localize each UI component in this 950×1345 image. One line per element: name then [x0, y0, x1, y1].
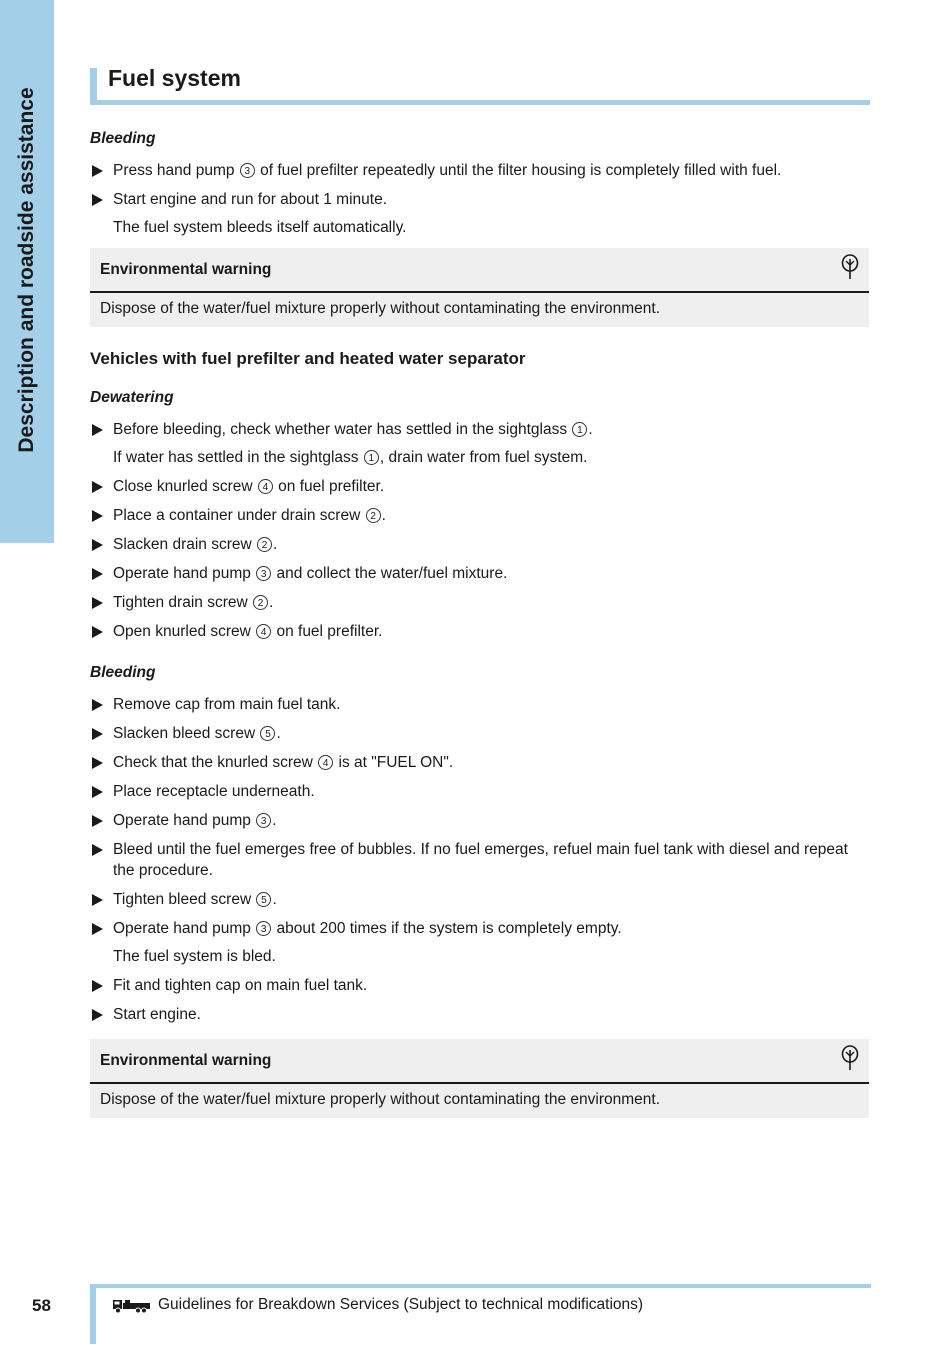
callout-number: 2 [253, 595, 268, 610]
step-text: Operate hand pump [113, 812, 256, 829]
list-item [90, 723, 870, 744]
step-text: . [272, 891, 277, 908]
step-text: Slacken drain screw [113, 536, 257, 553]
truck-icon [112, 1296, 152, 1319]
step-text: Press hand pump [113, 162, 239, 179]
callout-number: 4 [258, 479, 273, 494]
callout-number: 4 [318, 755, 333, 770]
callout-number: 3 [256, 566, 271, 581]
warning-label: Environmental warning [100, 1052, 272, 1069]
bullet-triangle-icon [92, 510, 103, 522]
list-item [90, 810, 870, 831]
step-text: Start engine. [113, 1006, 201, 1023]
list-item [90, 160, 870, 181]
bullet-triangle-icon [92, 815, 103, 827]
page-title: Fuel system [108, 65, 241, 91]
step-text: Check that the knurled screw [113, 754, 318, 771]
bullet-triangle-icon [92, 894, 103, 906]
step-text: and collect the water/fuel mixture. [272, 565, 508, 582]
bullet-triangle-icon [92, 1009, 103, 1021]
result-text: , drain water from fuel system. [379, 449, 588, 466]
page-title-block [90, 65, 870, 105]
step-text: about 200 times if the system is completely empty. [272, 920, 622, 937]
bullet-triangle-icon [92, 424, 103, 436]
step-text: Close knurled screw [113, 478, 257, 495]
step-text: . [276, 725, 281, 742]
bullet-triangle-icon [92, 923, 103, 935]
bleeding-heading: Bleeding [90, 130, 156, 147]
step-text: Tighten bleed screw [113, 891, 256, 908]
dewatering-steps-cont [90, 476, 870, 642]
step-text: . [381, 507, 386, 524]
bleeding-steps-2 [90, 694, 870, 939]
tree-icon [841, 254, 859, 285]
step-result: The fuel system is bled. [113, 948, 276, 965]
callout-number: 3 [256, 921, 271, 936]
warning-header [90, 1039, 869, 1084]
bullet-triangle-icon [92, 539, 103, 551]
callout-number: 4 [256, 624, 271, 639]
list-item [90, 419, 870, 440]
callout-number: 5 [260, 726, 275, 741]
step-text: Bleed until the fuel emerges free of bubbles. If no fuel emerges, refuel main fuel tank with diesel and repeat the procedure. [113, 841, 848, 879]
list-item [90, 781, 870, 802]
step-text: . [273, 536, 278, 553]
list-item [90, 505, 870, 526]
step-text: Before bleeding, check whether water has settled in the sightglass [113, 421, 572, 438]
list-item [90, 621, 870, 642]
list-item [90, 476, 870, 497]
callout-number: 3 [256, 813, 271, 828]
footer-rule [90, 1284, 871, 1288]
step-text: is at "FUEL ON". [334, 754, 454, 771]
list-item [90, 889, 870, 910]
list-item [90, 592, 870, 613]
list-item [90, 1004, 870, 1025]
bullet-triangle-icon [92, 626, 103, 638]
step-text: Operate hand pump [113, 920, 256, 937]
step-text: Operate hand pump [113, 565, 256, 582]
title-rule [90, 100, 870, 105]
list-item [90, 694, 870, 715]
warning-label: Environmental warning [100, 261, 272, 278]
step-text: Place receptacle underneath. [113, 783, 315, 800]
step-text: . [269, 594, 274, 611]
environmental-warning-box [90, 248, 869, 327]
step-text: . [272, 812, 277, 829]
bullet-triangle-icon [92, 481, 103, 493]
step-text: Slacken bleed screw [113, 725, 260, 742]
callout-number: 5 [256, 892, 271, 907]
step-text: Tighten drain screw [113, 594, 252, 611]
step-text: Place a container under drain screw [113, 507, 365, 524]
list-item [90, 918, 870, 939]
environmental-warning-box-2 [90, 1039, 869, 1118]
bullet-triangle-icon [92, 699, 103, 711]
bullet-triangle-icon [92, 194, 103, 206]
callout-number: 2 [257, 537, 272, 552]
list-item [90, 189, 870, 210]
dewatering-steps [90, 419, 870, 440]
step-result [90, 447, 870, 468]
bleeding-steps-2-cont [90, 975, 870, 1025]
bullet-triangle-icon [92, 980, 103, 992]
bullet-triangle-icon [92, 757, 103, 769]
step-text: . [588, 421, 593, 438]
step-text: on fuel prefilter. [272, 623, 383, 640]
page-number: 58 [32, 1296, 51, 1315]
bullet-triangle-icon [92, 728, 103, 740]
callout-number: 3 [240, 163, 255, 178]
tree-icon [841, 1045, 859, 1076]
step-text: Open knurled screw [113, 623, 256, 640]
step-text: of fuel prefilter repeatedly until the filter housing is completely filled with fuel. [255, 162, 782, 179]
step-text: on fuel prefilter. [273, 478, 385, 495]
warning-text: Dispose of the water/fuel mixture properly without contaminating the environment. [100, 1091, 661, 1108]
main-content [90, 130, 870, 1140]
warning-header [90, 248, 869, 293]
bleeding-heading-2: Bleeding [90, 664, 156, 681]
bullet-triangle-icon [92, 844, 103, 856]
bullet-triangle-icon [92, 786, 103, 798]
side-tab [0, 0, 54, 543]
footer-accent-bar [90, 1286, 96, 1344]
list-item [90, 975, 870, 996]
step-result: The fuel system bleeds itself automatically. [113, 219, 407, 236]
list-item [90, 563, 870, 584]
list-item [90, 534, 870, 555]
bullet-triangle-icon [92, 568, 103, 580]
bleeding-steps [90, 160, 870, 210]
side-tab-label: Description and roadside assistance [15, 87, 38, 453]
callout-number: 1 [364, 450, 379, 465]
bullet-triangle-icon [92, 165, 103, 177]
step-text: Fit and tighten cap on main fuel tank. [113, 977, 368, 994]
footer-text: Guidelines for Breakdown Services (Subject to technical modifications) [158, 1296, 644, 1313]
result-text: If water has settled in the sightglass [113, 449, 363, 466]
step-text: Start engine and run for about 1 minute. [113, 191, 388, 208]
step-text: Remove cap from main fuel tank. [113, 696, 341, 713]
warning-text: Dispose of the water/fuel mixture properly without contaminating the environment. [100, 300, 661, 317]
callout-number: 1 [572, 422, 587, 437]
section-heading: Vehicles with fuel prefilter and heated water separator [90, 349, 526, 368]
dewatering-heading: Dewatering [90, 389, 174, 406]
title-accent-bar [90, 68, 97, 104]
list-item [90, 839, 870, 881]
list-item [90, 752, 870, 773]
bullet-triangle-icon [92, 597, 103, 609]
callout-number: 2 [366, 508, 381, 523]
